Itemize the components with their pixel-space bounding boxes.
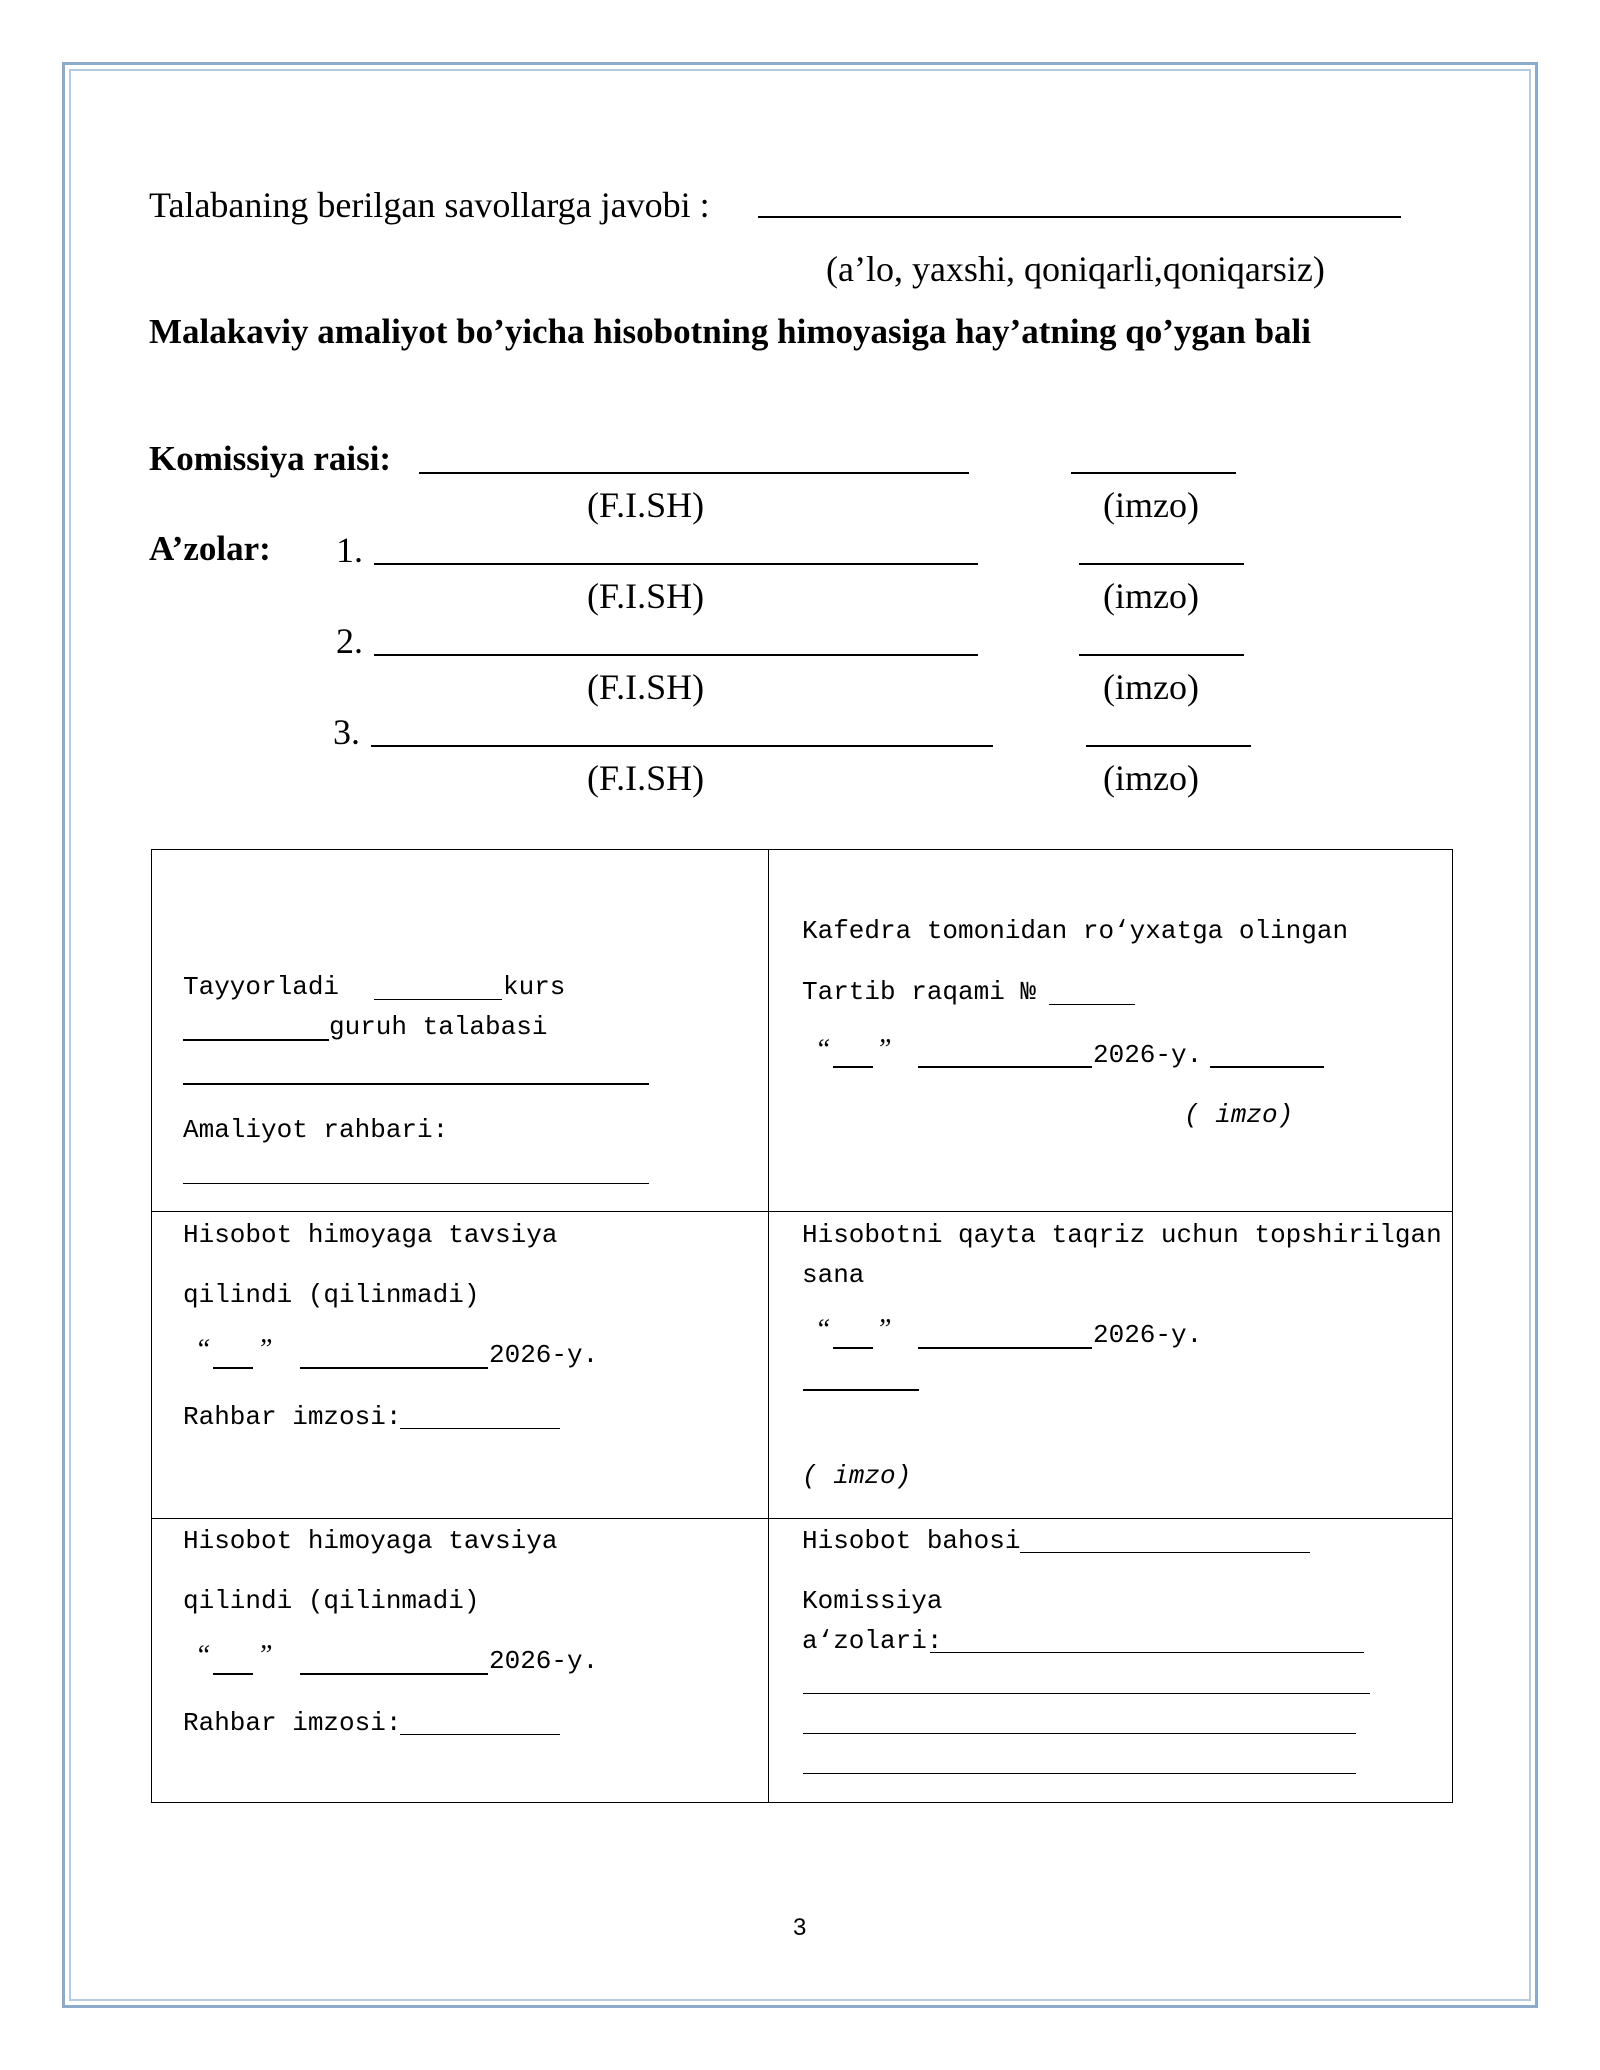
order-number-label: Tartib raqami № — [802, 977, 1037, 1007]
signature-caption: ( imzo) — [802, 1461, 912, 1491]
member-3-name-caption: (F.I.SH) — [587, 758, 705, 798]
student-name-field[interactable] — [183, 1083, 649, 1085]
year-label: 2026-y. — [1093, 1320, 1203, 1350]
supervisor-name-field[interactable] — [183, 1183, 649, 1184]
registered-label: Kafedra tomonidan ro‘yxatga olingan — [802, 916, 1349, 946]
chair-signature-caption: (imzo) — [1103, 485, 1199, 525]
quote-open: “ — [195, 1640, 211, 1671]
member-3-signature-caption: (imzo) — [1103, 758, 1199, 798]
recommend-status-label: qilindi (qilinmadi) — [183, 1280, 480, 1310]
grade-options-caption: (a’lo, yaxshi, qoniqarli,qoniqarsiz) — [826, 249, 1325, 289]
member-number: 1. — [336, 530, 363, 570]
quote-open: “ — [815, 1314, 831, 1345]
table-row-divider — [151, 1211, 1453, 1212]
member-1-signature-caption: (imzo) — [1103, 576, 1199, 616]
quote-close: ” — [876, 1314, 892, 1345]
member-2-signature-caption: (imzo) — [1103, 667, 1199, 707]
course-field[interactable] — [374, 999, 502, 1000]
member-2-name-caption: (F.I.SH) — [587, 667, 705, 707]
registered-month-field[interactable] — [918, 1066, 1092, 1068]
chair-signature-field[interactable] — [1071, 472, 1236, 474]
member-3-name-field[interactable] — [371, 745, 993, 747]
member-1-name-caption: (F.I.SH) — [587, 576, 705, 616]
quote-close: ” — [876, 1034, 892, 1065]
signature-caption: ( imzo) — [1184, 1100, 1294, 1130]
member-3-signature-field[interactable] — [1086, 745, 1251, 747]
recommend-status-label: qilindi (qilinmadi) — [183, 1586, 480, 1616]
answer-label: Talabaning berilgan savollarga javobi : — [149, 185, 710, 225]
recommend-label: Hisobot himoyaga tavsiya — [183, 1220, 558, 1250]
answer-field[interactable] — [758, 216, 1401, 218]
group-field[interactable] — [183, 1039, 329, 1041]
commission-label: Komissiya — [802, 1586, 943, 1616]
members-label: A’zolar: — [149, 529, 271, 568]
prepared-label: Tayyorladi — [183, 972, 340, 1002]
chair-name-caption: (F.I.SH) — [587, 485, 705, 525]
member-number: 3. — [333, 712, 360, 752]
supervisor-signature-field[interactable] — [400, 1428, 560, 1429]
member-number: 2. — [336, 621, 363, 661]
member-1-signature-field[interactable] — [1079, 563, 1244, 565]
quote-close: ” — [257, 1640, 273, 1671]
recommend-month-field[interactable] — [300, 1367, 488, 1369]
member-2-name-field[interactable] — [374, 654, 978, 656]
supervisor-signature-label: Rahbar imzosi: — [183, 1708, 402, 1738]
commission-member-field[interactable] — [930, 1652, 1364, 1653]
year-label: 2026-y. — [489, 1340, 599, 1370]
re-review-day-field[interactable] — [833, 1347, 873, 1349]
group-label: guruh talabasi — [329, 1012, 548, 1042]
report-grade-field[interactable] — [1020, 1552, 1310, 1553]
supervisor-signature-field[interactable] — [400, 1734, 560, 1735]
registered-signature-field[interactable] — [1210, 1066, 1324, 1068]
quote-close: ” — [257, 1334, 273, 1365]
table-row-divider — [151, 1518, 1453, 1519]
page-number: 3 — [793, 1914, 807, 1941]
re-review-label: Hisobotni qayta taqriz uchun topshirilgan — [802, 1220, 1442, 1250]
chair-name-field[interactable] — [419, 472, 969, 474]
re-review-signature-field[interactable] — [803, 1389, 919, 1391]
course-label: kurs — [503, 972, 566, 1002]
recommend-label: Hisobot himoyaga tavsiya — [183, 1526, 558, 1556]
member-1-name-field[interactable] — [374, 563, 978, 565]
score-heading: Malakaviy amaliyot bo’yicha hisobotning himoyasiga hay’atning qo’ygan bali — [149, 312, 1312, 351]
commission-member-field[interactable] — [803, 1733, 1356, 1734]
recommend-day-field[interactable] — [213, 1673, 253, 1675]
order-number-field[interactable] — [1049, 1004, 1135, 1005]
chair-label: Komissiya raisi: — [149, 439, 392, 478]
commission-member-field[interactable] — [803, 1773, 1356, 1774]
re-review-date-label: sana — [802, 1260, 865, 1290]
commission-members-label: a‘zolari: — [802, 1626, 943, 1656]
quote-open: “ — [195, 1334, 211, 1365]
supervisor-signature-label: Rahbar imzosi: — [183, 1402, 402, 1432]
year-label: 2026-y. — [489, 1646, 599, 1676]
report-grade-label: Hisobot bahosi — [802, 1526, 1021, 1556]
recommend-month-field[interactable] — [300, 1673, 488, 1675]
registered-day-field[interactable] — [833, 1066, 873, 1068]
recommend-day-field[interactable] — [213, 1367, 253, 1369]
table-column-divider — [768, 849, 769, 1803]
year-label: 2026-y. — [1093, 1040, 1203, 1070]
quote-open: “ — [815, 1034, 831, 1065]
re-review-month-field[interactable] — [918, 1347, 1092, 1349]
member-2-signature-field[interactable] — [1079, 654, 1244, 656]
supervisor-label: Amaliyot rahbari: — [183, 1115, 449, 1145]
commission-member-field[interactable] — [803, 1693, 1370, 1694]
